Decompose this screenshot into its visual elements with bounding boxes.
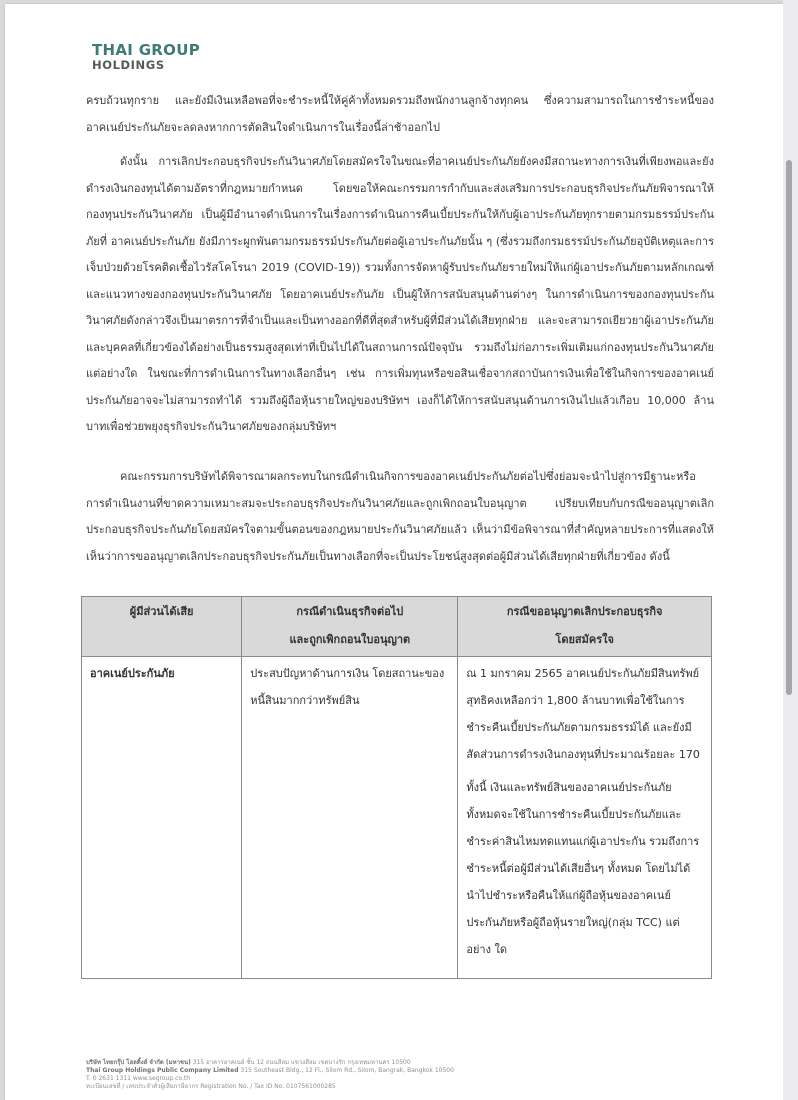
cell-stakeholder: อาคเนย์ประกันภัย bbox=[82, 657, 242, 979]
cell-paragraph: ณ 1 มกราคม 2565 อาคเนย์ประกันภัยมีสินทรัพย์สุทธิคงเหลือกว่า 1,800 ล้านบาทเพื่อใช้ในการชำระคืนเบี้ยประกันภัยตามกรมธรรม์ได้ และยังมีสัดส่วนการดำรงเงินกองทุนที่ประมาณร้อยละ 170 bbox=[466, 667, 700, 761]
footer-address-english: 315 Southeast Bldg., 12 Fl., Silom Rd., Silom, Bangrak, Bangkok 10500 bbox=[240, 1067, 454, 1074]
paragraph-board-consideration bbox=[86, 464, 714, 570]
header-voluntary-case bbox=[458, 597, 712, 657]
paragraph-text: ครบถ้วนทุกราย และยังมีเงินเหลือพอที่จะชำระหนี้ให้คู่ค้าทั้งหมดรวมถึงพนักงานลูกจ้างทุกคน ซึ่งความสามารถในการชำระหนี้ของอาคเนย์ประกันภัยจะลดลงหากการตัดสินใจดำเนินการในเรื่องนี้ล่าช้าออกไป bbox=[86, 94, 714, 134]
cell-paragraph: ทั้งนี้ เงินและทรัพย์สินของอาคเนย์ประกันภัยทั้งหมดจะใช้ในการชำระคืนเบี้ยประกันภัยและชำระค่าสินไหมทดแทนแก่ผู้เอาประกัน รวมถึงการชำระหนี้ต่อผู้มีส่วนได้เสียอื่นๆ ทั้งหมด โดยไม่ได้นำไปชำระหรือคืนให้แก่ผู้ถือหุ้นของอาคเนย์ประกันภัยหรือผู้ถือหุ้นรายใหญ่(กลุ่ม TCC) แต่อย่าง ใด bbox=[466, 781, 700, 956]
footer-address-thai: 315 อาคารอาคเนย์ ชั้น 12 ถนนสีลม แขวงสีลม เขตบางรัก กรุงเทพมหานคร 10500 bbox=[192, 1059, 411, 1066]
paragraph-voluntary-dissolution bbox=[86, 149, 714, 441]
table-row bbox=[82, 657, 712, 979]
footer-company-english: Thai Group Holdings Public Company Limited bbox=[86, 1067, 239, 1074]
header-continue-case bbox=[242, 597, 458, 657]
footer-registration: ทะเบียนเลขที่ / เลขประจำตัวผู้เสียภาษีอากร Registration No. / Tax ID No. 0107561000285 bbox=[86, 1083, 336, 1090]
logo-line-1: THAI GROUP bbox=[92, 41, 200, 59]
footer-line-english-address bbox=[86, 1067, 646, 1075]
header-line: ผู้มีส่วนได้เสีย bbox=[129, 605, 194, 618]
header-stakeholder bbox=[82, 597, 242, 657]
paragraph-text: ดังนั้น การเลิกประกอบธุรกิจประกันวินาศภัยโดยสมัครใจในขณะที่อาคเนย์ประกันภัยยังคงมีสถานะทางการเงินที่เพียงพอและยังดำรงเงินกองทุนได้ตามอัตราที่กฎหมายกำหนด โดยขอให้คณะกรรมการกำกับและส่งเสริมการประกอบธุรกิจประกันภัยพิจารณาให้กองทุนประกันวินาศภัย เป็นผู้มีอำนาจดำเนินการในเรื่องการดำเนินการคืนเบี้ยประกันให้กับผู้เอาประกันภัยทุกรายตามกรมธรรม์ประกันภัยที่ อาคเนย์ประกันภัย ยังมีภาระผูกพันตามกรมธรรม์ประกันภัยต่อผู้เอาประกันภัยนั้น ๆ (ซึ่งรวมถึงกรมธรรม์ประกันภัยอุบัติเหตุและการเจ็บป่วยด้วยโรคติดเชื้อไวรัสโคโรนา 2019 (COVID-19)) รวมทั้งการจัดหาผู้รับประกันภัยรายใหม่ให้แก่ผู้เอาประกันภัยตามหลักเกณฑ์และแนวทางของกองทุนประกันวินาศภัย โดยอาคเนย์ประกันภัย เป็นผู้ให้การสนับสนุนด้านต่างๆ ในการดำเนินการของกองทุนประกันวินาศภัยดังกล่าวจึงเป็นมาตรการที่จำเป็นและเป็นทางออกที่ดีที่สุดสำหรับผู้ที่มีส่วนได้เสียทุกฝ่าย และจะสามารถเยียวยาผู้เอาประกันภัยและบุคคลที่เกี่ยวข้องได้อย่างเป็นธรรมสูงสุดเท่าที่เป็นไปได้ในสถานการณ์ปัจจุบัน รวมถึงไม่ก่อภาระเพิ่มเติมแก่กองทุนประกันวินาศภัยแต่อย่างใด ในขณะที่การดำเนินการในทางเลือกอื่นๆ เช่น การเพิ่มทุนหรือขอสินเชื่อจากสถาบันการเงินเพื่อใช้ในกิจการของอาคเนย์ประกันภัยอาจจะไม่สามารถทำได้ รวมถึงผู้ถือหุ้นรายใหญ่ของบริษัทฯ เองก็ได้ให้การสนับสนุนด้านการเงินไปแล้วเกือบ 10,000 ล้านบาทเพื่อช่วยพยุงธุรกิจประกันวินาศภัยของกลุ่มบริษัทฯ bbox=[86, 155, 714, 433]
paragraph-continued bbox=[86, 88, 714, 141]
footer-company-thai: บริษัท ไทยกรุ๊ป โฮลดิ้งส์ จำกัด (มหาชน) bbox=[86, 1059, 191, 1066]
company-logo bbox=[92, 42, 200, 72]
header-line: กรณีขออนุญาตเลิกประกอบธุรกิจ bbox=[506, 605, 663, 618]
header-line: กรณีดำเนินธุรกิจต่อไป bbox=[296, 605, 404, 618]
header-line: และถูกเพิกถอนใบอนุญาต bbox=[289, 633, 411, 646]
cell-continue-case: ประสบปัญหาด้านการเงิน โดยสถานะของหนี้สินมากกว่าทรัพย์สิน bbox=[242, 657, 458, 979]
comparison-table bbox=[81, 596, 712, 979]
scrollbar-thumb[interactable] bbox=[786, 160, 792, 695]
paragraph-text: คณะกรรมการบริษัทได้พิจารณาผลกระทบในกรณีดำเนินกิจการของอาคเนย์ประกันภัยต่อไปซึ่งย่อมจะนำไปสู่การมีฐานะหรือการดำเนินงานที่ขาดความเหมาะสมจะประกอบธุรกิจประกันวินาศภัยและถูกเพิกถอนใบอนุญาต เปรียบเทียบกับกรณีขออนุญาตเลิกประกอบธุรกิจประกันภัยโดยสมัครใจตามขั้นตอนของกฎหมายประกันวินาศภัยแล้ว เห็นว่ามีข้อพิจารณาที่สำคัญหลายประการที่แสดงให้เห็นว่าการขออนุญาตเลิกประกอบธุรกิจประกันภัยเป็นทางเลือกที่จะเป็นประโยชน์สูงสุดต่อผู้มีส่วนได้เสียทุกฝ่ายที่เกี่ยวข้อง ดังนี้ bbox=[86, 470, 714, 563]
footer-contact: T. 0 2631 1311 www.segroup.co.th bbox=[86, 1075, 191, 1082]
logo-line-2: HOLDINGS bbox=[92, 58, 165, 72]
table-header-row bbox=[82, 597, 712, 657]
header-line: โดยสมัครใจ bbox=[555, 633, 614, 646]
cell-voluntary-case bbox=[458, 657, 712, 979]
footer-line-thai-address bbox=[86, 1059, 646, 1067]
page-footer bbox=[86, 1059, 646, 1091]
